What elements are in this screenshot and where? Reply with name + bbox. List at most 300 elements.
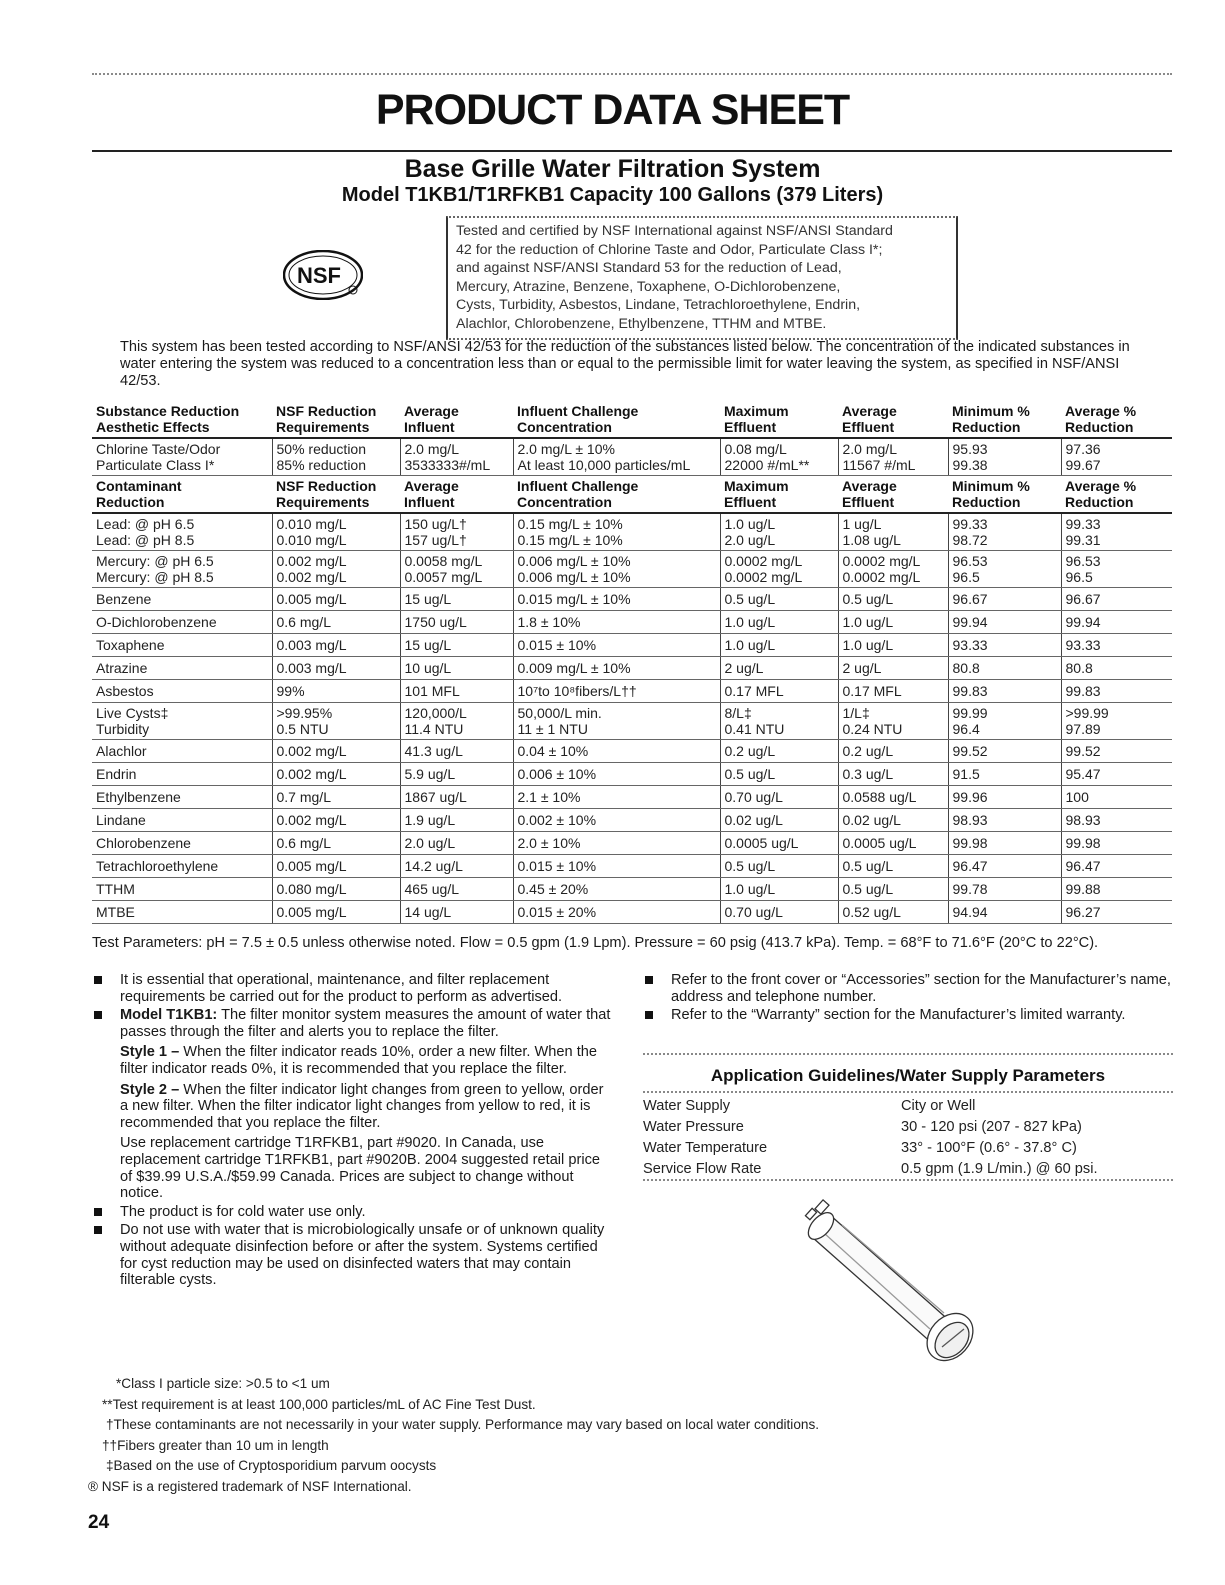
cell-line: 96.67: [952, 591, 988, 607]
table-cell: [1061, 438, 1172, 476]
cell-line: 96.47: [1065, 858, 1101, 874]
table-cell: [838, 832, 948, 855]
table-cell: [838, 901, 948, 924]
cell-line: Reduction: [952, 419, 1021, 435]
table-row: [92, 588, 1172, 611]
bullet-item: [92, 1222, 612, 1288]
table-cell: [1061, 763, 1172, 786]
cell-line: 0.015 ± 10%: [517, 858, 597, 874]
table-cell: [400, 634, 513, 657]
cell-line: NSF Reduction: [276, 478, 377, 494]
table-cell: [1061, 878, 1172, 901]
cell-line: At least 10,000 particles/mL: [517, 457, 691, 473]
table-cell: [838, 513, 948, 551]
cell-line: 0.6 mg/L: [276, 614, 331, 630]
cell-line: 98.93: [952, 812, 988, 828]
cell-line: 93.33: [1065, 637, 1101, 653]
table-cell: [720, 855, 838, 878]
application-row: [643, 1116, 1168, 1137]
table-cell: [513, 588, 720, 611]
style2-label: Style 2 –: [120, 1081, 180, 1098]
table-cell: [513, 786, 720, 809]
cell-line: 0.5 ug/L: [842, 881, 894, 897]
bullet-item: [92, 972, 612, 1005]
table-cell: [838, 634, 948, 657]
table-cell: [838, 611, 948, 634]
table-cell: [513, 438, 720, 476]
table-cell: [720, 611, 838, 634]
table-cell: [838, 878, 948, 901]
bullet-text: Refer to the “Warranty” section for the Manufacturer’s limited warranty.: [671, 1007, 1126, 1024]
table-cell: [720, 832, 838, 855]
cell-line: Minimum %: [952, 403, 1030, 419]
table-cell: [720, 438, 838, 476]
table-row: [92, 901, 1172, 924]
table-cell: [720, 551, 838, 588]
cell-line: 0.5 ug/L: [724, 766, 776, 782]
cell-line: Effluent: [842, 419, 895, 435]
table-cell: [92, 551, 272, 588]
param-value: 33° - 100°F (0.6° - 37.8° C): [901, 1139, 1077, 1156]
column-header: [838, 401, 948, 438]
cell-line: 0.3 ug/L: [842, 766, 894, 782]
cell-line: 0.41 NTU: [724, 721, 785, 737]
footnote: **Test requirement is at least 100,000 particles/mL of AC Fine Test Dust.: [102, 1396, 536, 1412]
bullet-item: [643, 1007, 1173, 1024]
table-cell: [513, 611, 720, 634]
cell-line: 11567 #/mL: [842, 457, 916, 473]
bullet-marker: [94, 1011, 102, 1019]
table-cell: [948, 855, 1061, 878]
cell-line: 80.8: [1065, 660, 1093, 676]
table-cell: [513, 832, 720, 855]
bullet-marker: [645, 976, 653, 984]
bullet-text: The product is for cold water use only.: [120, 1203, 366, 1220]
cell-line: 99.52: [952, 743, 988, 759]
table-cell: [92, 513, 272, 551]
table-cell: [513, 513, 720, 551]
cell-line: 99.94: [952, 614, 988, 630]
cell-line: 0.15 mg/L ± 10%: [517, 532, 623, 548]
application-row: [643, 1095, 1168, 1116]
cell-line: 0.5 ug/L: [724, 591, 776, 607]
table-cell: [1061, 740, 1172, 763]
cell-line: 0.0005 ug/L: [842, 835, 917, 851]
cell-line: 1750 ug/L: [404, 614, 467, 630]
cell-line: Contaminant: [96, 478, 182, 494]
cell-line: 94.94: [952, 904, 988, 920]
table-cell: [92, 611, 272, 634]
table-cell: [400, 740, 513, 763]
footnotes: [88, 1374, 1168, 1498]
cell-line: 99.98: [952, 835, 988, 851]
table-cell: [720, 588, 838, 611]
cell-line: Reduction: [1065, 494, 1134, 510]
cell-line: Aesthetic Effects: [96, 419, 210, 435]
table-cell: [1061, 588, 1172, 611]
cell-line: 0.70 ug/L: [724, 789, 783, 805]
cell-line: 0.009 mg/L ± 10%: [517, 660, 631, 676]
cell-line: 465 ug/L: [404, 881, 459, 897]
cell-line: 85% reduction: [276, 457, 367, 473]
cell-line: Live Cysts‡: [96, 705, 169, 721]
model-label: Model T1KB1:: [120, 1007, 218, 1024]
table-cell: [513, 855, 720, 878]
table-cell: [272, 611, 400, 634]
table-cell: [513, 634, 720, 657]
nsf-logo: [283, 250, 363, 300]
application-table: [643, 1095, 1168, 1179]
table-cell: [1061, 513, 1172, 551]
table-cell: [400, 901, 513, 924]
cell-line: 99.38: [952, 457, 988, 473]
table-cell: [1061, 634, 1172, 657]
table-cell: [720, 680, 838, 703]
bullet-text: It is essential that operational, maintenance, and filter replacement requirements be carried out for the product to perform as advertised.: [120, 972, 563, 1005]
cell-line: 0.5 NTU: [276, 721, 329, 737]
cell-line: 8/L‡: [724, 705, 752, 721]
table-row: [92, 657, 1172, 680]
cell-line: 0.002 ± 10%: [517, 812, 597, 828]
column-header: [1061, 476, 1172, 514]
cell-line: 14 ug/L: [404, 904, 452, 920]
table-row: [92, 740, 1172, 763]
table-cell: [92, 832, 272, 855]
table-cell: [513, 763, 720, 786]
cell-line: 1.08 ug/L: [842, 532, 901, 548]
cell-line: Asbestos: [96, 683, 154, 699]
cell-line: Requirements: [276, 419, 370, 435]
table-cell: [513, 878, 720, 901]
cell-line: Average %: [1065, 403, 1137, 419]
table-cell: [400, 855, 513, 878]
table-cell: [92, 588, 272, 611]
cell-line: 0.010 mg/L: [276, 516, 347, 532]
table-cell: [720, 786, 838, 809]
application-top-rule: [643, 1053, 1173, 1055]
table-cell: [838, 763, 948, 786]
cell-line: Particulate Class I*: [96, 457, 215, 473]
param-label: Service Flow Rate: [643, 1160, 762, 1177]
reduction-table: [92, 401, 1172, 924]
cell-line: 99.33: [1065, 516, 1101, 532]
table-cell: [1061, 809, 1172, 832]
cell-line: 96.53: [1065, 553, 1101, 569]
cell-line: 10 ug/L: [404, 660, 452, 676]
table-cell: [272, 809, 400, 832]
style2-note: [120, 1082, 612, 1132]
certification-box: [446, 216, 958, 340]
cell-line: Lead: @ pH 8.5: [96, 532, 195, 548]
table-cell: [92, 763, 272, 786]
cell-line: Maximum: [724, 478, 789, 494]
table-cell: [720, 740, 838, 763]
cell-line: Tetrachloroethylene: [96, 858, 219, 874]
cell-line: Ethylbenzene: [96, 789, 181, 805]
table-row: [92, 611, 1172, 634]
table-cell: [720, 901, 838, 924]
param-value: 0.5 gpm (1.9 L/min.) @ 60 psi.: [901, 1160, 1098, 1177]
table-cell: [948, 611, 1061, 634]
table-cell: [720, 703, 838, 740]
table-cell: [948, 740, 1061, 763]
table-row: [92, 703, 1172, 740]
table-cell: [513, 809, 720, 832]
cell-line: O-Dichlorobenzene: [96, 614, 217, 630]
table-cell: [838, 855, 948, 878]
cell-line: 157 ug/L†: [404, 532, 467, 548]
cert-line: Alachlor, Chlorobenzene, Ethylbenzene, TTHM and MTBE.: [456, 315, 827, 332]
table-cell: [272, 438, 400, 476]
cell-line: 95.93: [952, 441, 988, 457]
cell-line: 99.52: [1065, 743, 1101, 759]
param-value: City or Well: [901, 1097, 976, 1114]
table-row: [92, 878, 1172, 901]
table-cell: [838, 438, 948, 476]
cell-line: 0.5 ug/L: [842, 591, 894, 607]
cell-line: 0.52 ug/L: [842, 904, 901, 920]
cell-line: 2.0 mg/L ± 10%: [517, 441, 615, 457]
application-row: [643, 1137, 1168, 1158]
cell-line: 2.1 ± 10%: [517, 789, 581, 805]
cell-line: 98.93: [1065, 812, 1101, 828]
top-dotted-rule: [92, 73, 1172, 75]
cell-line: 1.0 ug/L: [724, 881, 776, 897]
column-header: [400, 476, 513, 514]
cell-line: Reduction: [96, 494, 165, 510]
cell-line: 0.080 mg/L: [276, 881, 347, 897]
cell-line: 99.83: [1065, 683, 1101, 699]
cell-line: 1.0 ug/L: [842, 614, 894, 630]
column-header: [92, 401, 272, 438]
cell-line: 0.0002 mg/L: [724, 569, 803, 585]
usage-notes-left: [92, 972, 612, 1291]
param-label: Water Pressure: [643, 1118, 744, 1135]
cell-line: Concentration: [517, 419, 612, 435]
cell-line: 0.006 mg/L ± 10%: [517, 553, 631, 569]
cell-line: 50,000/L min.: [517, 705, 602, 721]
cell-line: 2 ug/L: [842, 660, 882, 676]
cell-line: 0.45 ± 20%: [517, 881, 589, 897]
bullet-text: The filter monitor system measures the amount of water that passes through the filter and alerts you to replace the filter.: [120, 1007, 611, 1040]
bullet-marker: [94, 1208, 102, 1216]
cell-line: 0.70 ug/L: [724, 904, 783, 920]
cell-line: 0.0002 mg/L: [842, 569, 921, 585]
cell-line: 99.31: [1065, 532, 1101, 548]
table-cell: [400, 588, 513, 611]
cell-line: 0.006 ± 10%: [517, 766, 597, 782]
table-cell: [948, 438, 1061, 476]
footnote: ‡Based on the use of Cryptosporidium parvum oocysts: [106, 1458, 437, 1474]
cell-line: Alachlor: [96, 743, 147, 759]
table-cell: [92, 740, 272, 763]
cert-line: 42 for the reduction of Chlorine Taste and Odor, Particulate Class I*;: [456, 241, 883, 258]
table-cell: [513, 740, 720, 763]
table-cell: [513, 657, 720, 680]
cell-line: 0.0057 mg/L: [404, 569, 483, 585]
cell-line: Mercury: @ pH 6.5: [96, 553, 214, 569]
cert-line: and against NSF/ANSI Standard 53 for the reduction of Lead,: [456, 260, 842, 277]
cell-line: >99.99: [1065, 705, 1109, 721]
cell-line: 50% reduction: [276, 441, 367, 457]
table-cell: [92, 878, 272, 901]
cell-line: 96.67: [1065, 591, 1101, 607]
cell-line: 0.5 ug/L: [842, 858, 894, 874]
table-row: [92, 809, 1172, 832]
cell-line: Chlorine Taste/Odor: [96, 441, 221, 457]
application-mid-rule: [643, 1091, 1173, 1093]
cell-line: Average: [404, 403, 459, 419]
cell-line: Average %: [1065, 478, 1137, 494]
cell-line: 0.17 MFL: [724, 683, 784, 699]
cell-line: 99.96: [952, 789, 988, 805]
cell-line: 0.002 mg/L: [276, 569, 347, 585]
cell-line: 41.3 ug/L: [404, 743, 463, 759]
cell-line: 2.0 mg/L: [404, 441, 459, 457]
bullet-text: Refer to the front cover or “Accessories” section for the Manufacturer’s name, address and telephone number.: [671, 972, 1171, 1005]
table-cell: [513, 680, 720, 703]
column-header: [1061, 401, 1172, 438]
cell-line: >99.95%: [276, 705, 333, 721]
cell-line: 91.5: [952, 766, 980, 782]
cell-line: 1/L‡: [842, 705, 870, 721]
cell-line: 11.4 NTU: [404, 721, 464, 737]
table-row: [92, 680, 1172, 703]
table-cell: [1061, 680, 1172, 703]
table-cell: [272, 657, 400, 680]
style2-text: When the filter indicator light changes from green to yellow, order a new filter. When the filter indicator light changes from yellow to red, it is recommended that you replace the filter.: [120, 1081, 604, 1131]
cell-line: Maximum: [724, 403, 789, 419]
table-cell: [272, 763, 400, 786]
cell-line: 0.0005 ug/L: [724, 835, 799, 851]
table-cell: [272, 703, 400, 740]
cell-line: 0.015 ± 20%: [517, 904, 597, 920]
footnote: ††Fibers greater than 10 um in length: [102, 1437, 329, 1453]
cell-line: Average: [842, 478, 897, 494]
cell-line: 99.33: [952, 516, 988, 532]
table-cell: [400, 551, 513, 588]
footnote: *Class I particle size: >0.5 to <1 um: [116, 1376, 330, 1391]
cell-line: 0.015 mg/L ± 10%: [517, 591, 631, 607]
cell-line: 120,000/L: [404, 705, 467, 721]
column-header: [272, 476, 400, 514]
cell-line: Lead: @ pH 6.5: [96, 516, 195, 532]
table-cell: [272, 680, 400, 703]
cell-line: 0.002 mg/L: [276, 743, 347, 759]
cell-line: 96.53: [952, 553, 988, 569]
cell-line: 97.89: [1065, 721, 1101, 737]
cell-line: 0.002 mg/L: [276, 812, 347, 828]
cell-line: 2.0 mg/L: [842, 441, 897, 457]
cell-line: 0.005 mg/L: [276, 591, 347, 607]
table-cell: [92, 703, 272, 740]
table-cell: [272, 740, 400, 763]
model-capacity: Model T1KB1/T1RFKB1 Capacity 100 Gallons (379 Liters): [341, 184, 884, 206]
cell-line: 15 ug/L: [404, 637, 452, 653]
page-title: PRODUCT DATA SHEET: [375, 86, 850, 134]
cell-line: Reduction: [952, 494, 1021, 510]
table-cell: [838, 703, 948, 740]
cell-line: 101 MFL: [404, 683, 460, 699]
cell-line: 1.0 ug/L: [842, 637, 894, 653]
cell-line: Concentration: [517, 494, 612, 510]
cell-line: 100: [1065, 789, 1089, 805]
param-label: Water Temperature: [643, 1139, 768, 1156]
table-cell: [720, 763, 838, 786]
table-cell: [400, 763, 513, 786]
table-cell: [1061, 657, 1172, 680]
cell-line: 2.0 ± 10%: [517, 835, 581, 851]
table-cell: [400, 438, 513, 476]
table-row: [92, 786, 1172, 809]
cell-line: Effluent: [724, 494, 777, 510]
table-cell: [1061, 703, 1172, 740]
param-value: 30 - 120 psi (207 - 827 kPa): [901, 1118, 1082, 1135]
cell-line: Lindane: [96, 812, 146, 828]
bullet-item: [643, 972, 1173, 1005]
cell-line: 0.002 mg/L: [276, 766, 347, 782]
cell-line: 0.02 ug/L: [842, 812, 901, 828]
cell-line: 99.99: [952, 705, 988, 721]
table-cell: [838, 740, 948, 763]
cell-line: 10⁷to 10⁸fibers/L††: [517, 683, 637, 699]
table-cell: [1061, 855, 1172, 878]
table-cell: [948, 634, 1061, 657]
column-header: [838, 476, 948, 514]
table-cell: [272, 832, 400, 855]
page-number: 24: [88, 1512, 110, 1533]
cell-line: Influent Challenge: [517, 403, 639, 419]
column-header: [92, 476, 272, 514]
column-header: [272, 401, 400, 438]
column-header: [948, 401, 1061, 438]
cell-line: Mercury: @ pH 8.5: [96, 569, 214, 585]
bullet-item: [92, 1007, 612, 1202]
cell-line: 99.94: [1065, 614, 1101, 630]
cell-line: Requirements: [276, 494, 370, 510]
table-row: [92, 513, 1172, 551]
cell-line: Substance Reduction: [96, 403, 240, 419]
table-cell: [948, 551, 1061, 588]
table-cell: [272, 901, 400, 924]
table-cell: [720, 878, 838, 901]
table-cell: [272, 551, 400, 588]
cell-line: 99.88: [1065, 881, 1101, 897]
table-cell: [838, 786, 948, 809]
table-cell: [513, 703, 720, 740]
cell-line: 0.2 ug/L: [724, 743, 776, 759]
table-row: [92, 855, 1172, 878]
cell-line: Toxaphene: [96, 637, 165, 653]
cell-line: 1.9 ug/L: [404, 812, 456, 828]
cell-line: Endrin: [96, 766, 137, 782]
table-cell: [92, 855, 272, 878]
table-cell: [948, 763, 1061, 786]
table-cell: [838, 657, 948, 680]
cell-line: Influent Challenge: [517, 478, 639, 494]
footnote: †These contaminants are not necessarily in your water supply. Performance may vary based on local water conditions.: [106, 1417, 820, 1433]
table-cell: [720, 809, 838, 832]
cell-line: 97.36: [1065, 441, 1101, 457]
table-cell: [838, 551, 948, 588]
cell-line: 96.5: [1065, 569, 1093, 585]
cell-line: 96.4: [952, 721, 980, 737]
table-row: [92, 551, 1172, 588]
column-header: [513, 401, 720, 438]
cell-line: 0.0588 ug/L: [842, 789, 917, 805]
cell-line: 96.5: [952, 569, 980, 585]
table-cell: [948, 901, 1061, 924]
